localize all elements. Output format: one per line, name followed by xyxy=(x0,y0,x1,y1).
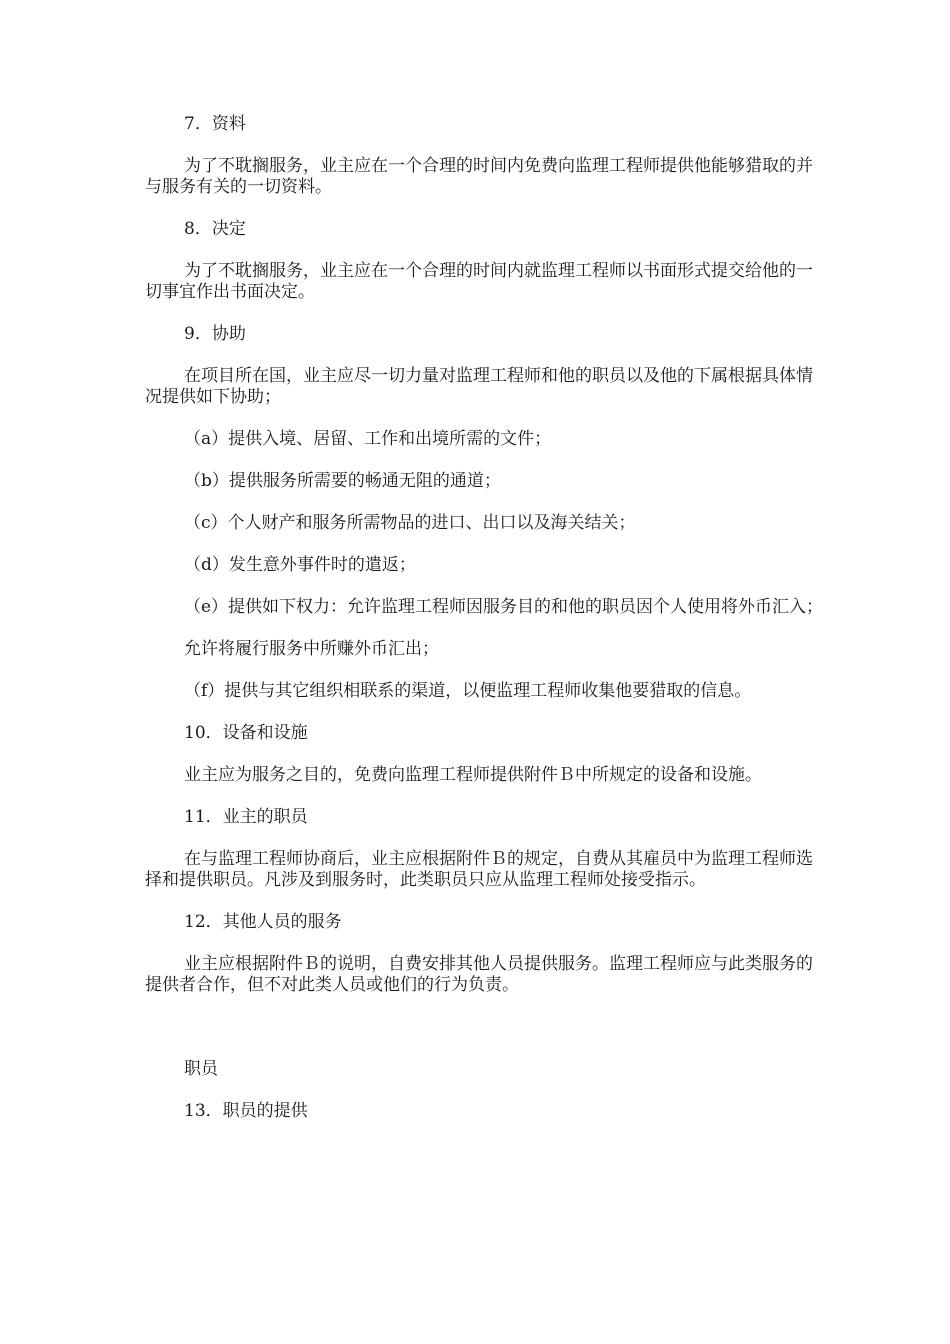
heading-10: 10．设备和设施 xyxy=(184,723,308,743)
list-item: （a）提供入境、居留、工作和出境所需的文件； xyxy=(184,429,552,449)
heading-9: 9．协助 xyxy=(184,324,246,344)
heading-8: 8．决定 xyxy=(184,219,246,239)
document-page xyxy=(145,114,825,1143)
paragraph: 业主应为服务之目的，免费向监理工程师提供附件Ｂ中所规定的设备和设施。 xyxy=(184,765,762,785)
paragraph: 业主应根据附件Ｂ的说明，自费安排其他人员提供服务。监理工程师应与此类服务的提供者合作，但不对此类人员或他们的行为负责。 xyxy=(145,954,813,995)
list-item: （c）个人财产和服务所需物品的进口、出口以及海关结关； xyxy=(184,513,636,533)
paragraph: 为了不耽搁服务，业主应在一个合理的时间内就监理工程师以书面形式提交给他的一切事宜作出书面决定。 xyxy=(145,261,813,302)
paragraph: 为了不耽搁服务，业主应在一个合理的时间内免费向监理工程师提供他能够猎取的并与服务有关的一切资料。 xyxy=(145,156,813,197)
list-item: （e）提供如下权力：允许监理工程师因服务目的和他的职员因个人使用将外币汇入； xyxy=(184,597,824,617)
heading-13: 13．职员的提供 xyxy=(184,1101,308,1121)
list-item: （f）提供与其它组织相联系的渠道，以便监理工程师收集他要猎取的信息。 xyxy=(184,681,752,701)
heading-12: 12．其他人员的服务 xyxy=(184,912,342,932)
list-item: （b）提供服务所需要的畅通无阻的通道； xyxy=(184,471,501,491)
section-title: 职员 xyxy=(184,1059,218,1079)
paragraph: 在项目所在国，业主应尽一切力量对监理工程师和他的职员以及他的下属根据具体情况提供如下协助； xyxy=(145,366,813,407)
list-item: （d）发生意外事件时的遣返； xyxy=(184,555,416,575)
paragraph: 在与监理工程师协商后，业主应根据附件Ｂ的规定，自费从其雇员中为监理工程师选择和提供职员。凡涉及到服务时，此类职员只应从监理工程师处接受指示。 xyxy=(145,849,813,890)
spacer xyxy=(145,1017,825,1059)
paragraph: 允许将履行服务中所赚外币汇出； xyxy=(184,639,439,659)
heading-11: 11．业主的职员 xyxy=(184,807,308,827)
heading-7: 7．资料 xyxy=(184,114,246,134)
